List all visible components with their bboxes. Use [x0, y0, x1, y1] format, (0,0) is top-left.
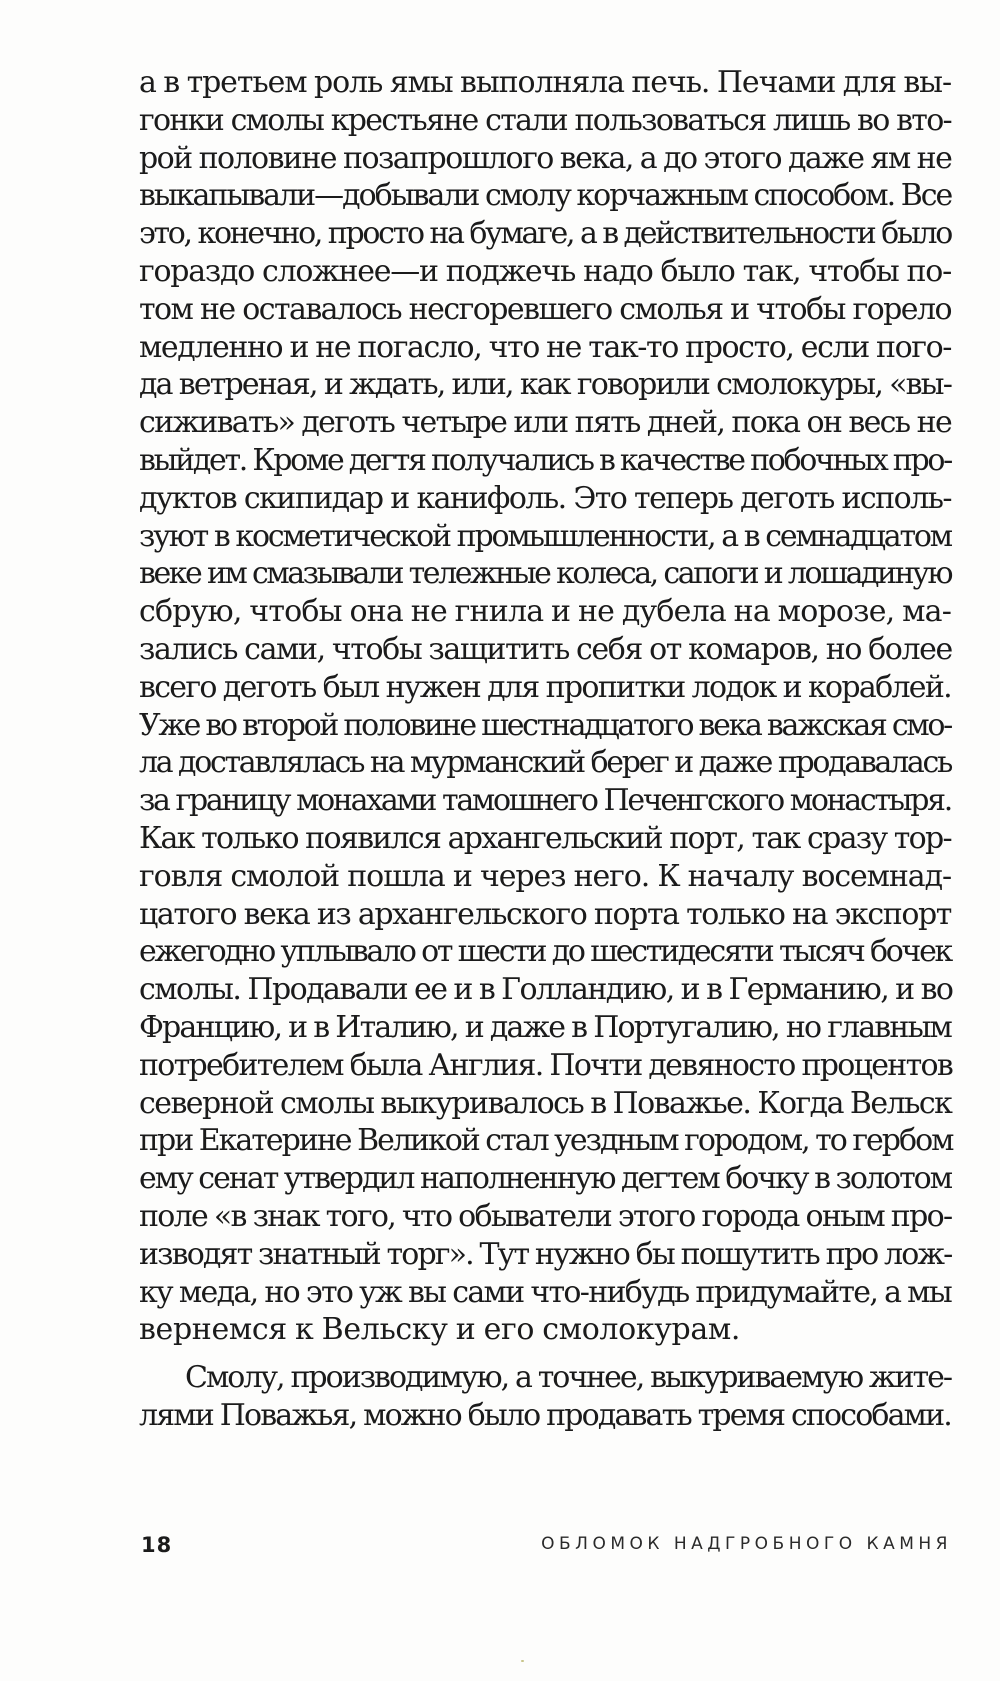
paragraph-gap: [139, 1349, 951, 1359]
text-line: северной смолы выкуривалось в Поважье. Когда Вельск: [139, 1085, 952, 1121]
text-line: а в третьем роль ямы выполняла печь. Печами для вы-: [139, 65, 951, 100]
text-line: Францию, и в Италию, и даже в Португалию, но главным: [139, 1009, 951, 1045]
running-title: ОБЛОМОК НАДГРОБНОГО КАМНЯ: [541, 1534, 952, 1554]
page-number: 18: [141, 1533, 173, 1557]
body-text: [139, 64, 951, 1435]
text-line: цатого века из архангельского порта только на экспорт: [139, 896, 951, 932]
text-line: гораздо сложнее—и поджечь надо было так, чтобы по-: [139, 253, 951, 289]
text-line: зались сами, чтобы защитить себя от комаров, но более: [139, 631, 952, 667]
paragraph-2: [139, 1359, 951, 1435]
text-line: медленно и не погасло, что не так-то просто, если пого-: [139, 329, 951, 365]
text-line: потребителем была Англия. Почти девяносто процентов: [139, 1047, 953, 1083]
text-line: сбрую, чтобы она не гнила и не дубела на морозе, ма-: [139, 594, 952, 630]
text-line: сиживать» деготь четыре или пять дней, пока он весь не: [139, 405, 951, 441]
text-line: смолы. Продавали ее и в Голландию, и в Германию, и во: [139, 972, 953, 1008]
text-line: Смолу, производимую, а точнее, выкуриваемую жите-: [185, 1360, 951, 1396]
text-line: за границу монахами тамошнего Печенгского монастыря.: [139, 783, 951, 819]
text-line: Уже во второй половине шестнадцатого века важская смо-: [139, 707, 951, 743]
text-line: говля смолой пошла и через него. К началу восемнад-: [139, 858, 951, 894]
text-line: Как только появился архангельский порт, так сразу тор-: [139, 820, 951, 856]
text-line: да ветреная, и ждать, или, как говорили смолокуры, «вы-: [139, 367, 951, 403]
paper-speck: [521, 1660, 524, 1662]
text-line: ему сенат утвердил наполненную дегтем бочку в золотом: [139, 1161, 952, 1197]
text-line: дуктов скипидар и канифоль. Это теперь деготь исполь-: [139, 480, 951, 516]
text-line: выкапывали—добывали смолу корчажным способом. Все: [139, 178, 952, 214]
text-line: веке им смазывали тележные колеса, сапоги и лошадиную: [139, 556, 951, 592]
text-line: гонки смолы крестьяне стали пользоваться лишь во вто-: [139, 102, 951, 138]
text-line: при Екатерине Великой стал уездным городом, то гербом: [139, 1123, 953, 1159]
text-line: выйдет. Кроме дегтя получались в качестве побочных про-: [139, 442, 951, 478]
text-line: это, конечно, просто на бумаге, а в действительности было: [139, 216, 951, 252]
text-line: ку меда, но это уж вы сами что-нибудь придумайте, а мы: [139, 1274, 951, 1310]
text-line: том не оставалось несгоревшего смолья и чтобы горело: [139, 291, 951, 327]
text-line: зуют в косметической промышленности, а в семнадцатом: [139, 518, 951, 554]
text-line: ла доставлялась на мурманский берег и даже продавалась: [139, 745, 951, 781]
text-line: поле «в знак того, что обыватели этого города оным про-: [139, 1198, 952, 1234]
text-line: лями Поважья, можно было продавать тремя способами.: [139, 1397, 951, 1433]
text-line: вернемся к Вельску и его смолокурам.: [139, 1312, 741, 1348]
text-line: ежегодно уплывало от шести до шестидесяти тысяч бочек: [139, 934, 951, 970]
text-line: всего деготь был нужен для пропитки лодок и кораблей.: [139, 669, 951, 705]
text-line: изводят знатный торг». Тут нужно бы пошутить про лож-: [139, 1236, 952, 1272]
paragraph-1: [139, 64, 951, 1349]
text-line: рой половине позапрошлого века, а до этого даже ям не: [139, 140, 952, 176]
